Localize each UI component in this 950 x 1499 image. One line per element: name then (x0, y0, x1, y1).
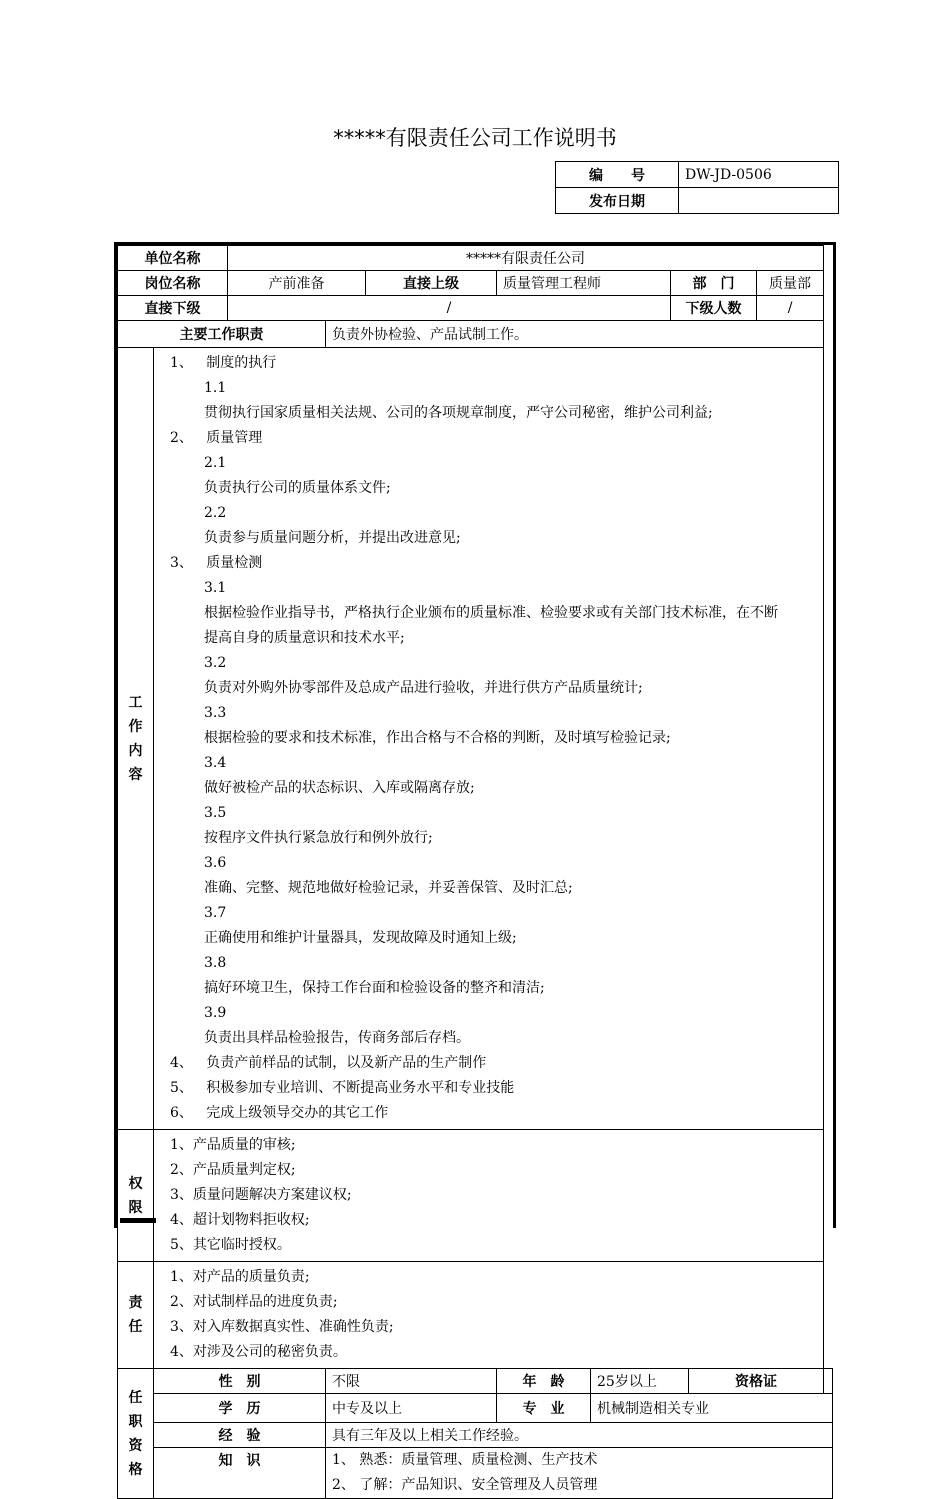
cert-label: 资格证 (689, 1369, 824, 1394)
position-value: 产前准备 (228, 271, 366, 296)
list-item: 3.2负责对外购外协零部件及总成产品进行验收，并进行供方产品质量统计; (204, 655, 643, 696)
edu-label: 学 历 (154, 1394, 326, 1423)
dept-label: 部 门 (671, 271, 757, 296)
list-item: 4、对涉及公司的秘密负责。 (170, 1344, 347, 1360)
list-item: 2.2负责参与质量问题分析，并提出改进意见; (204, 505, 461, 546)
list-item: 3.5按程序文件执行紧急放行和例外放行; (204, 805, 433, 846)
date-label: 发布日期 (556, 188, 679, 214)
dept-value: 质量部 (757, 271, 824, 296)
unit-value: *****有限责任公司 (228, 246, 824, 271)
work-content-list (154, 348, 824, 1130)
list-item: 1、 熟悉：质量管理、质量检测、生产技术 (332, 1452, 598, 1468)
list-item: 5、 积极参加专业培训、不断提高业务水平和专业技能 (170, 1080, 515, 1096)
list-item: 2、对试制样品的进度负责; (170, 1294, 338, 1310)
duty-label: 主要工作职责 (118, 321, 326, 348)
list-item: 1、对产品的质量负责; (170, 1269, 310, 1285)
list-item: 5、其它临时授权。 (170, 1237, 291, 1253)
age-label: 年 龄 (497, 1369, 591, 1394)
knowledge-label: 知 识 (154, 1448, 326, 1499)
list-item: 2、产品质量判定权; (170, 1162, 296, 1178)
list-item: 2.1负责执行公司的质量体系文件; (204, 455, 391, 496)
list-item: 3、 质量检测 (170, 555, 263, 571)
subordinate-value: / (228, 296, 671, 321)
list-item: 3.8搞好环境卫生，保持工作台面和检验设备的整齐和清洁; (204, 955, 545, 996)
list-item: 3.9负责出具样品检验报告，传商务部后存档。 (204, 1005, 470, 1046)
sub-count-label: 下级人数 (671, 296, 757, 321)
doc-info-table (555, 161, 839, 214)
list-item: 1、 制度的执行 (170, 355, 277, 371)
major-label: 专 业 (497, 1394, 591, 1423)
responsibility-list (154, 1262, 824, 1369)
number-label: 编 号 (556, 162, 679, 188)
list-item: 2、 质量管理 (170, 430, 263, 446)
list-item: 3、对入库数据真实性、准确性负责; (170, 1319, 394, 1335)
duty-value: 负责外协检验、产品试制工作。 (326, 321, 824, 348)
number-value: DW-JD-0506 (679, 162, 839, 188)
unit-label: 单位名称 (118, 246, 228, 271)
authority-label: 权 限 (118, 1130, 154, 1262)
main-table (117, 245, 833, 1499)
list-item: 1.1贯彻执行国家质量相关法规、公司的各项规章制度，严守公司秘密，维护公司利益; (204, 380, 713, 421)
list-item: 6、 完成上级领导交办的其它工作 (170, 1105, 389, 1121)
list-item: 3.6准确、完整、规范地做好检验记录，并妥善保管、及时汇总; (204, 855, 573, 896)
date-value (679, 188, 839, 214)
work-content-label: 工 作 内 容 (118, 348, 154, 1130)
gender-label: 性 别 (154, 1369, 326, 1394)
list-item: 3、质量问题解决方案建议权; (170, 1187, 352, 1203)
cert-value (824, 1369, 833, 1394)
document-title: *****有限责任公司工作说明书 (333, 126, 617, 150)
knowledge-list (326, 1448, 833, 1499)
list-item: 1、产品质量的审核; (170, 1137, 296, 1153)
edu-value: 中专及以上 (326, 1394, 497, 1423)
list-item: 4、超计划物料拒收权; (170, 1212, 310, 1228)
position-label: 岗位名称 (118, 271, 228, 296)
list-item: 3.1根据检验作业指导书，严格执行企业颁布的质量标准、检验要求或有关部门技术标准，在不断提高自身的质量意识和技术水平; (204, 580, 778, 646)
superior-value: 质量管理工程师 (497, 271, 671, 296)
exp-label: 经 验 (154, 1423, 326, 1448)
authority-list (154, 1130, 824, 1262)
list-item: 2、 了解：产品知识、安全管理及人员管理 (332, 1477, 598, 1493)
age-value: 25岁以上 (591, 1369, 689, 1394)
list-item: 3.4做好被检产品的状态标识、入库或隔离存放; (204, 755, 475, 796)
list-item: 4、 负责产前样品的试制，以及新产品的生产制作 (170, 1055, 487, 1071)
subordinate-label: 直接下级 (118, 296, 228, 321)
responsibility-label: 责 任 (118, 1262, 154, 1369)
list-item: 3.7正确使用和维护计量器具，发现故障及时通知上级; (204, 905, 517, 946)
superior-label: 直接上级 (366, 271, 497, 296)
main-form (114, 242, 836, 1493)
exp-value: 具有三年及以上相关工作经验。 (326, 1423, 833, 1448)
gender-value: 不限 (326, 1369, 497, 1394)
qualification-label: 任 职 资 格 (118, 1369, 154, 1499)
bottom-rule (120, 1218, 156, 1223)
list-item: 3.3根据检验的要求和技术标准，作出合格与不合格的判断，及时填写检验记录; (204, 705, 671, 746)
sub-count-value: / (757, 296, 824, 321)
major-value: 机械制造相关专业 (591, 1394, 833, 1423)
